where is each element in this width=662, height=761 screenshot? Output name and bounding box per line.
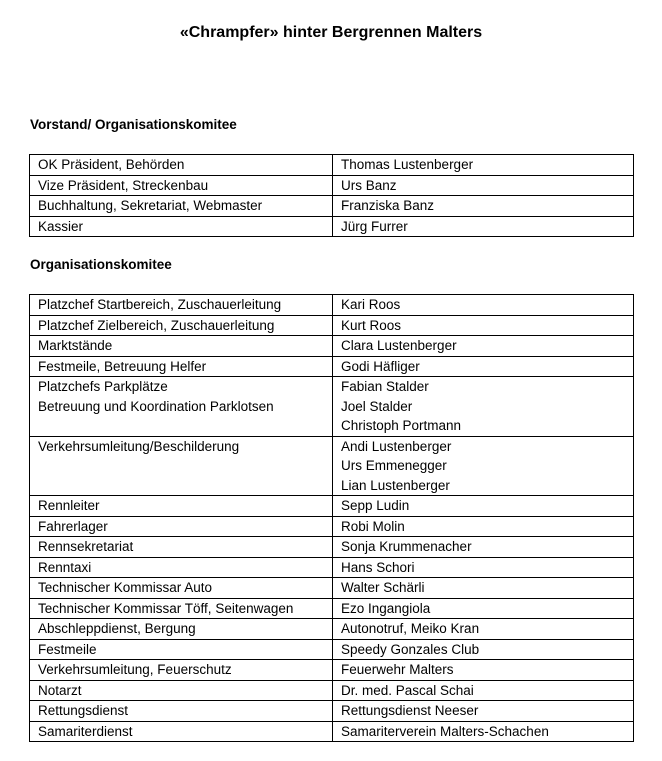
role-line: Rennsekretariat	[38, 539, 134, 554]
name-line: Autonotruf, Meiko Kran	[341, 621, 480, 636]
name-cell	[333, 598, 634, 619]
role-cell	[30, 496, 333, 517]
name-line: Kari Roos	[341, 297, 401, 312]
name-line: Andi Lustenberger	[341, 438, 452, 454]
table-row	[30, 578, 634, 599]
role-line: Fahrerlager	[38, 518, 108, 534]
name-cell	[333, 436, 634, 496]
role-line: Kassier	[38, 218, 84, 234]
name-cell	[333, 578, 634, 599]
table-row	[30, 496, 634, 517]
name-cell	[333, 336, 634, 357]
table-row	[30, 721, 634, 742]
name-line: Fabian Stalder	[341, 379, 429, 394]
name-line: Rettungsdienst Neeser	[341, 703, 479, 718]
name-cell	[333, 496, 634, 517]
table-row	[30, 377, 634, 437]
table-row	[30, 295, 634, 316]
table-row	[30, 557, 634, 578]
name-cell	[333, 155, 634, 176]
role-line: Festmeile	[38, 641, 97, 657]
role-cell	[30, 701, 333, 722]
table-row	[30, 598, 634, 619]
role-cell	[30, 721, 333, 742]
role-line: Technischer Kommissar Töff, Seitenwagen	[38, 600, 294, 616]
name-line: Clara Lustenberger	[341, 338, 457, 353]
name-cell	[333, 639, 634, 660]
role-line: Marktstände	[38, 338, 113, 353]
table-row	[30, 639, 634, 660]
table-row	[30, 356, 634, 377]
role-cell	[30, 660, 333, 681]
name-line: Urs Banz	[341, 177, 397, 193]
name-cell	[333, 680, 634, 701]
name-line: Christoph Portmann	[341, 418, 462, 433]
name-cell	[333, 660, 634, 681]
role-line: Vize Präsident, Streckenbau	[38, 177, 209, 193]
table-row	[30, 660, 634, 681]
table-row	[30, 701, 634, 722]
role-line: Abschleppdienst, Bergung	[38, 621, 196, 636]
role-line: Festmeile, Betreuung Helfer	[38, 358, 207, 374]
role-line: Platzchef Startbereich, Zuschauerleitung	[38, 297, 282, 312]
name-cell	[333, 315, 634, 336]
name-cell	[333, 196, 634, 217]
table-row	[30, 436, 634, 496]
organisationskomitee-table	[29, 294, 634, 742]
role-cell	[30, 639, 333, 660]
name-cell	[333, 295, 634, 316]
name-line: Urs Emmenegger	[341, 458, 447, 473]
name-line: Walter Schärli	[341, 580, 425, 595]
table-row	[30, 516, 634, 537]
table-row	[30, 336, 634, 357]
role-cell	[30, 516, 333, 537]
name-line: Sepp Ludin	[341, 498, 410, 513]
name-line: Godi Häfliger	[341, 358, 420, 374]
name-line: Ezo Ingangiola	[341, 600, 431, 616]
name-line: Speedy Gonzales Club	[341, 641, 480, 657]
role-cell	[30, 295, 333, 316]
role-line: Buchhaltung, Sekretariat, Webmaster	[38, 198, 263, 213]
role-line: OK Präsident, Behörden	[38, 157, 185, 172]
section-heading-organisationskomitee: Organisationskomitee	[30, 257, 172, 272]
table-row	[30, 175, 634, 196]
table-row	[30, 680, 634, 701]
role-line: Platzchefs Parkplätze	[38, 379, 168, 394]
name-line: Thomas Lustenberger	[341, 157, 474, 172]
name-cell	[333, 516, 634, 537]
role-cell	[30, 175, 333, 196]
name-cell	[333, 377, 634, 437]
name-cell	[333, 537, 634, 558]
name-line: Feuerwehr Malters	[341, 662, 454, 677]
vorstand-table	[29, 154, 634, 237]
name-line: Joel Stalder	[341, 398, 413, 414]
role-cell	[30, 196, 333, 217]
name-cell	[333, 356, 634, 377]
role-line: Technischer Kommissar Auto	[38, 580, 213, 595]
role-line: Betreuung und Koordination Parklotsen	[38, 398, 274, 414]
name-line: Franziska Banz	[341, 198, 435, 213]
table-row	[30, 216, 634, 237]
role-cell	[30, 377, 333, 437]
role-cell	[30, 598, 333, 619]
role-cell	[30, 436, 333, 496]
name-cell	[333, 721, 634, 742]
table-row	[30, 155, 634, 176]
role-line: Samariterdienst	[38, 723, 133, 739]
role-line: Rettungsdienst	[38, 703, 129, 718]
table-row	[30, 619, 634, 640]
role-line: Renntaxi	[38, 559, 92, 575]
role-cell	[30, 336, 333, 357]
role-cell	[30, 619, 333, 640]
name-line: Sonja Krummenacher	[341, 539, 472, 554]
page-title: «Chrampfer» hinter Bergrennen Malters	[179, 24, 483, 41]
table-row	[30, 537, 634, 558]
role-line: Verkehrsumleitung, Feuerschutz	[38, 662, 232, 677]
name-cell	[333, 175, 634, 196]
role-cell	[30, 557, 333, 578]
name-line: Dr. med. Pascal Schai	[341, 682, 474, 698]
role-cell	[30, 537, 333, 558]
role-line: Platzchef Zielbereich, Zuschauerleitung	[38, 317, 275, 333]
role-line: Rennleiter	[38, 498, 100, 513]
name-line: Lian Lustenberger	[341, 477, 450, 493]
table-row	[30, 196, 634, 217]
role-cell	[30, 216, 333, 237]
name-line: Samariterverein Malters-Schachen	[341, 723, 549, 739]
name-line: Jürg Furrer	[341, 218, 408, 234]
name-cell	[333, 557, 634, 578]
role-cell	[30, 155, 333, 176]
name-cell	[333, 216, 634, 237]
name-line: Robi Molin	[341, 518, 405, 534]
role-cell	[30, 356, 333, 377]
section-heading-vorstand: Vorstand/ Organisationskomitee	[30, 117, 237, 132]
role-cell	[30, 680, 333, 701]
role-cell	[30, 578, 333, 599]
table-row	[30, 315, 634, 336]
name-line: Kurt Roos	[341, 317, 402, 333]
name-cell	[333, 619, 634, 640]
role-line: Verkehrsumleitung/Beschilderung	[38, 438, 240, 454]
role-cell	[30, 315, 333, 336]
name-line: Hans Schori	[341, 559, 415, 575]
name-cell	[333, 701, 634, 722]
role-line: Notarzt	[38, 682, 82, 698]
